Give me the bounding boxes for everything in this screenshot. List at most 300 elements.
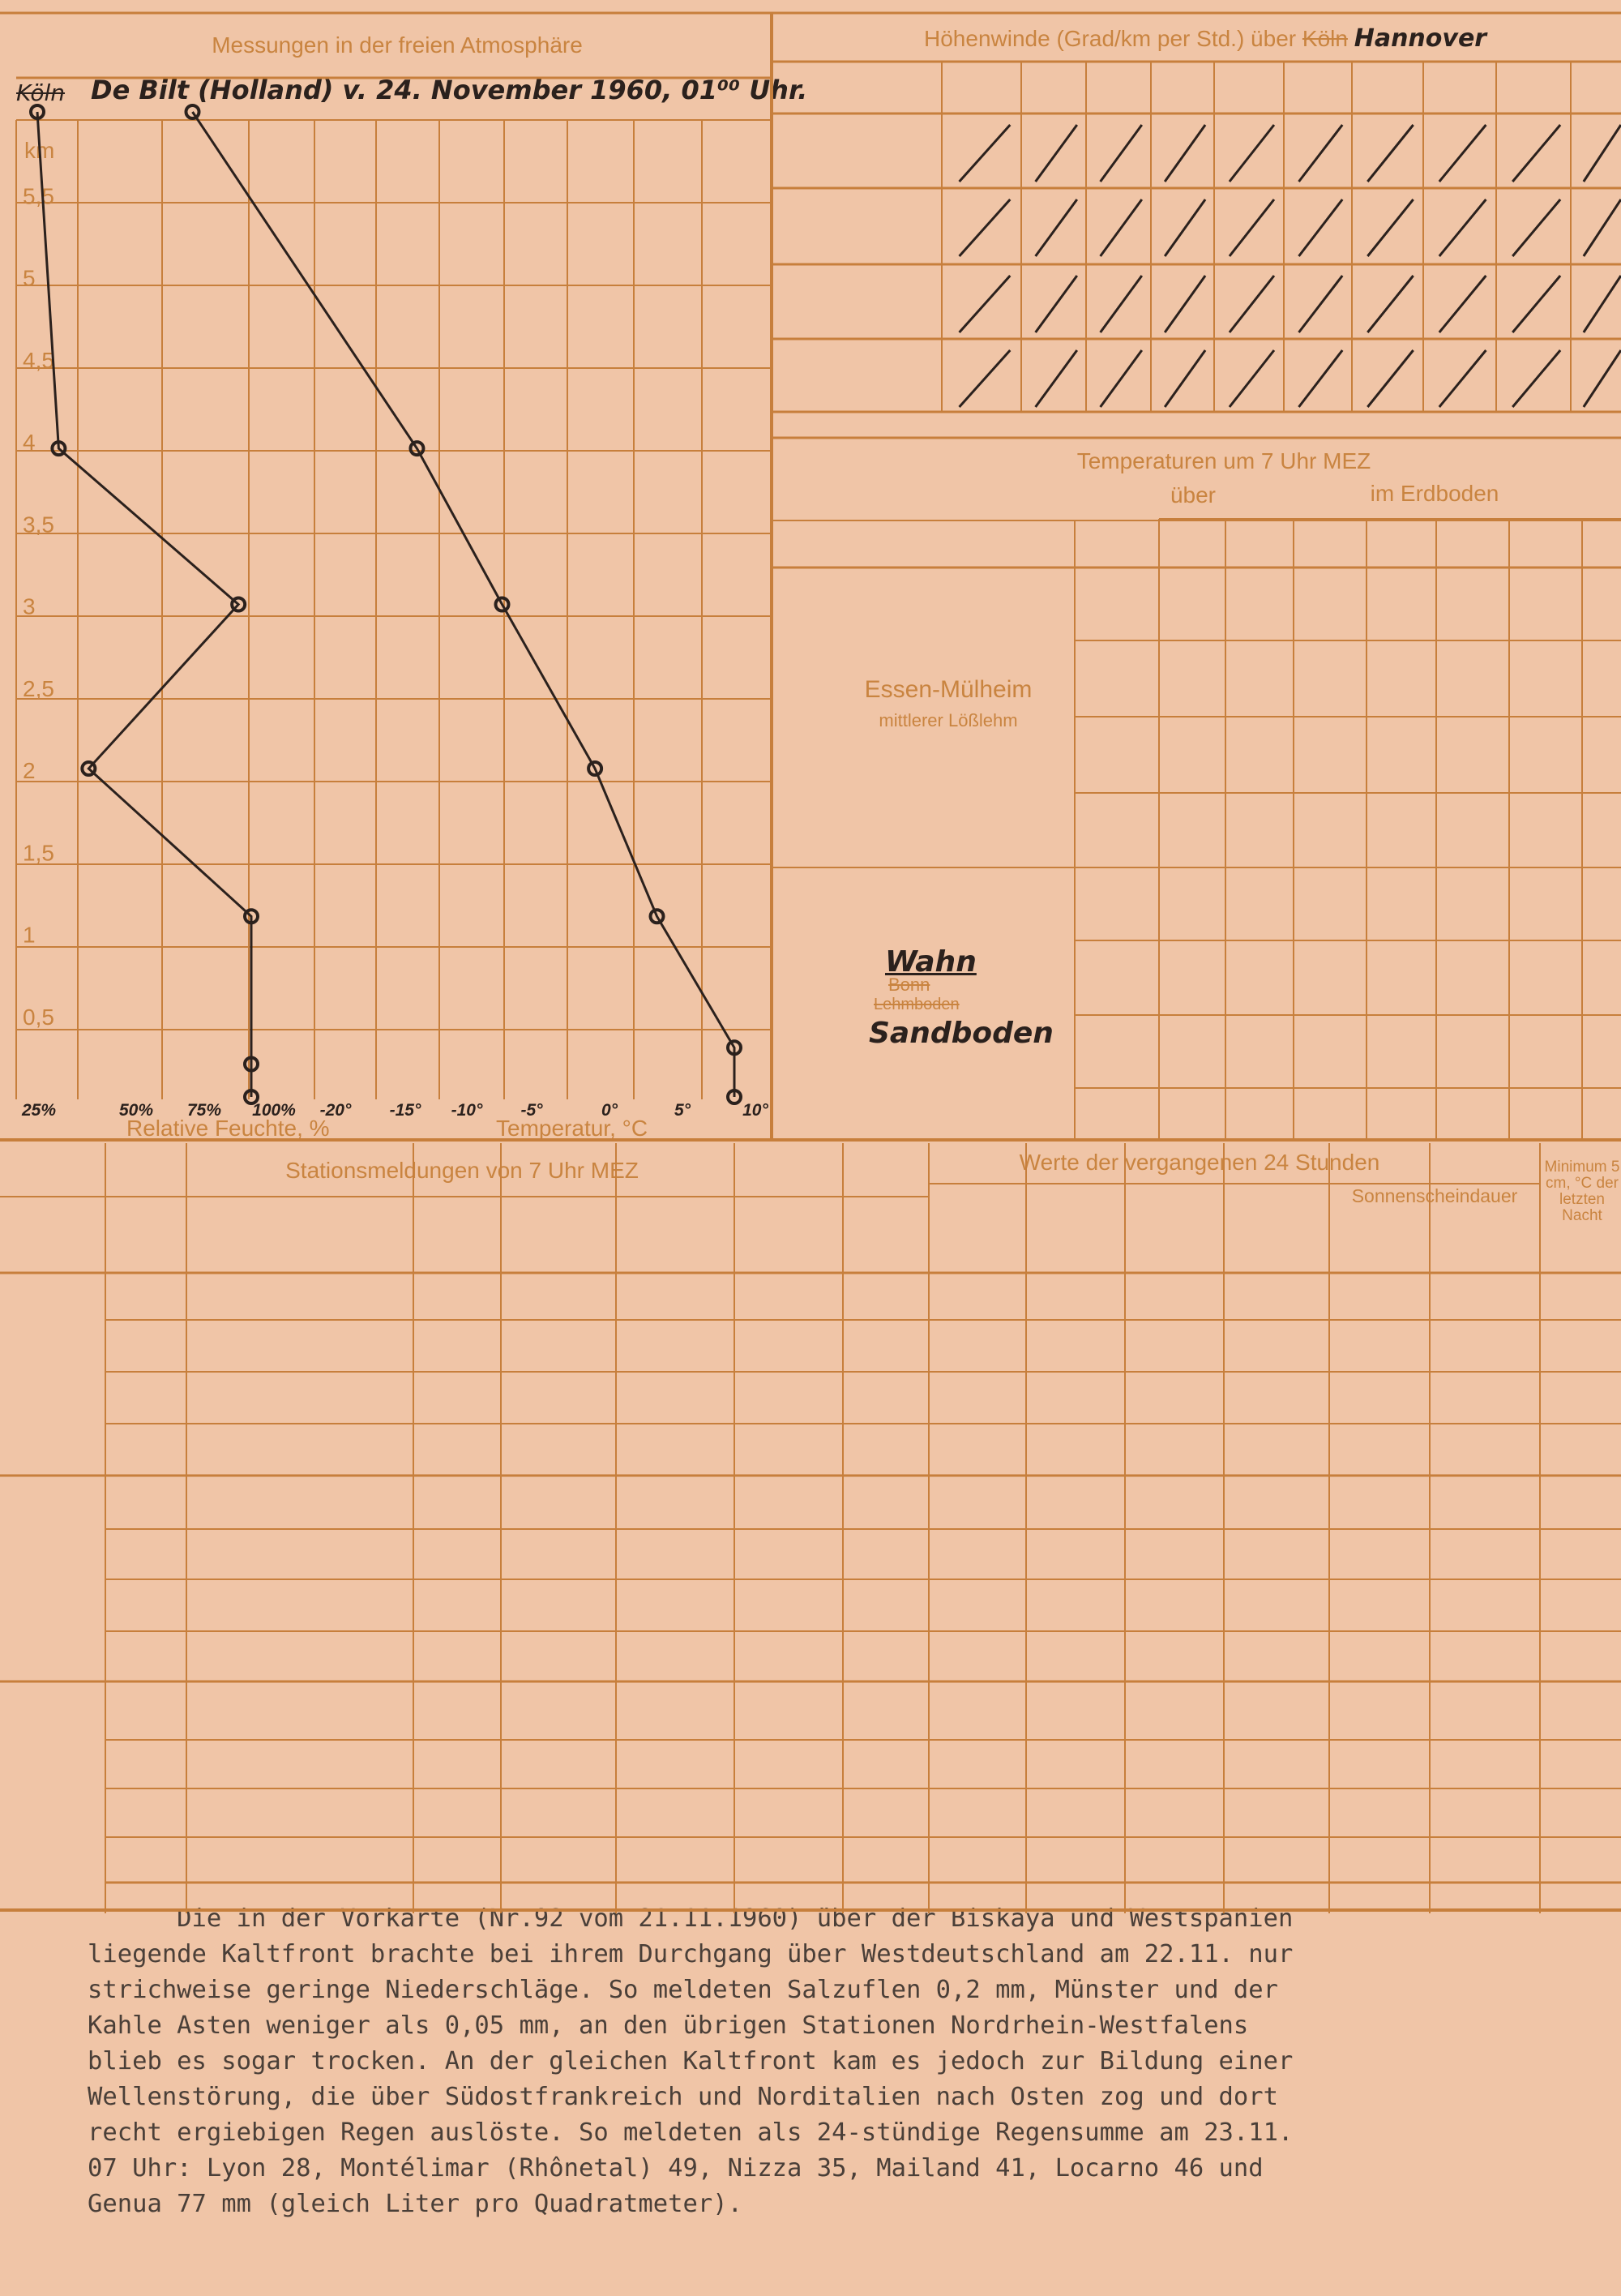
soil-value	[1582, 717, 1621, 793]
station-cell	[929, 1740, 1026, 1788]
wind-slash-line	[1036, 276, 1077, 332]
commentary-paragraph: Die in der Vorkarte (Nr.92 vom 21.11.1960) über der Biskaya und Westspanien liegende Kaltfront brachte bei ihrem Durchgang über Westdeutschland am 22.11. nur strichweise geringe Niederschläge. So meldeten Salzuflen 0,2 mm, Münster und der Kahle Asten weniger als 0,05 mm, an den übrigen Stationen Nordrhein-Westfalens blieb es sogar trocken. An der gleichen Kaltfront kam es jedoch zur Bildung einer Wellenstörung, die über Südostfrankreich und Norditalien nach Osten zog und dort recht ergiebigen Regen auslöste. So meldeten als 24-stündige Regensumme am 23.11. 07 Uhr: Lyon 28, Montélimar (Rhônetal) 49, Nizza 35, Mailand 41, Locarno 46 und Genua 77 mm (gleich Liter pro Quadratmeter).	[88, 1904, 1294, 2218]
station-cell	[1026, 1740, 1125, 1788]
wind-slash	[1496, 339, 1571, 413]
wind-slash-line	[1101, 125, 1142, 182]
station-cell	[105, 1740, 186, 1788]
station-cell	[1224, 1631, 1329, 1681]
station-cell	[734, 1788, 843, 1837]
y-tick-label: 0,5	[23, 1004, 54, 1030]
winds-title-city: Hannover	[1354, 24, 1487, 53]
station-cell	[1026, 1424, 1125, 1476]
station-cell	[616, 1788, 734, 1837]
station-cell	[1026, 1476, 1125, 1529]
soil-value	[1509, 568, 1582, 640]
station-cell	[1125, 1681, 1224, 1740]
station-cell	[105, 1837, 186, 1883]
wind-slash-line	[1101, 276, 1142, 332]
station-cell	[1540, 1788, 1621, 1837]
station-cell	[501, 1631, 616, 1681]
station-cell	[105, 1476, 186, 1529]
wind-slash	[1496, 114, 1571, 188]
station-cell	[1430, 1372, 1540, 1424]
station-cell	[501, 1529, 616, 1579]
wind-slash	[1571, 188, 1621, 263]
station-cell	[1224, 1788, 1329, 1837]
x-tick-label: 0°	[601, 1101, 618, 1120]
station-cell	[1329, 1788, 1430, 1837]
wind-slash	[1571, 339, 1621, 413]
station-cell	[105, 1631, 186, 1681]
soil-row-date	[1075, 867, 1159, 940]
soil-value	[1367, 793, 1436, 867]
stations-title-right: Minimum 5 cm, °C der letzten Nacht	[1544, 1159, 1620, 1224]
station-cell	[929, 1579, 1026, 1631]
station-cell	[616, 1529, 734, 1579]
station-cell	[1540, 1631, 1621, 1681]
atmosphere-chart	[0, 0, 778, 1143]
wind-slash-line	[1367, 276, 1413, 332]
wind-slash-line	[1298, 125, 1342, 182]
soil-value	[1294, 1088, 1367, 1140]
soil-value	[1225, 940, 1294, 1015]
wind-slash-line	[1584, 125, 1621, 182]
wind-slash-line	[1230, 125, 1274, 182]
soil-value	[1582, 1088, 1621, 1140]
station-cell	[501, 1273, 616, 1320]
wind-slash	[1284, 188, 1352, 263]
wind-slash	[1352, 264, 1423, 339]
station-cell	[734, 1740, 843, 1788]
wind-slash-line	[1230, 276, 1274, 332]
station-cell	[413, 1424, 501, 1476]
wind-slash	[1284, 114, 1352, 188]
soil-value	[1159, 867, 1225, 940]
station-cell	[929, 1631, 1026, 1681]
x-tick-label: 5°	[674, 1101, 691, 1120]
y-tick-label: 3	[23, 593, 36, 619]
station-cell	[1329, 1681, 1430, 1740]
station-cell	[105, 1529, 186, 1579]
series-line	[37, 112, 251, 1097]
stations-title-mid: Werte der vergangenen 24 Stunden	[1019, 1150, 1380, 1175]
wind-slash	[1086, 264, 1151, 339]
wind-slash-line	[1230, 199, 1274, 256]
wind-slash	[1151, 339, 1214, 413]
wind-slash	[1352, 188, 1423, 263]
station-cell	[203, 1681, 413, 1740]
station-cell	[203, 1631, 413, 1681]
wind-slash	[1284, 264, 1352, 339]
station-cell	[1026, 1681, 1125, 1740]
wind-slash-line	[1512, 199, 1560, 256]
soil-value	[1367, 717, 1436, 793]
station-cell	[734, 1320, 843, 1372]
station-cell	[1026, 1320, 1125, 1372]
soil-value	[1367, 940, 1436, 1015]
station-cell	[1430, 1788, 1540, 1837]
wind-slash	[942, 188, 1021, 263]
y-tick-label: 3,5	[23, 512, 54, 538]
station-cell	[413, 1837, 501, 1883]
station-cell	[1329, 1529, 1430, 1579]
soil-row-date	[1075, 940, 1159, 1015]
station-cell	[413, 1273, 501, 1320]
wind-slash-line	[1036, 125, 1077, 182]
soil-value	[1582, 867, 1621, 940]
wind-slash	[1214, 114, 1284, 188]
station-cell	[616, 1372, 734, 1424]
station-cell	[501, 1476, 616, 1529]
station-cell	[413, 1631, 501, 1681]
y-tick-label: 5,5	[23, 183, 54, 209]
station-cell	[1329, 1476, 1430, 1529]
wind-slash-line	[1439, 350, 1486, 407]
wind-slash	[1151, 188, 1214, 263]
soil-value	[1509, 1088, 1582, 1140]
station-cell	[1125, 1320, 1224, 1372]
station-cell	[413, 1579, 501, 1631]
wind-slash	[1021, 264, 1086, 339]
station-cell	[1329, 1631, 1430, 1681]
station-cell	[203, 1476, 413, 1529]
station-cell	[413, 1681, 501, 1740]
station-cell	[1540, 1424, 1621, 1476]
atmo-station: De Bilt (Holland) v. 24. November 1960, 01⁰⁰ Uhr.	[91, 75, 808, 105]
station-cell	[1430, 1681, 1540, 1740]
soil-station1-sub: mittlerer Lößlehm	[879, 710, 1018, 730]
x-tick-label: -10°	[451, 1101, 483, 1120]
soil-value	[1159, 1015, 1225, 1088]
station-cell	[413, 1740, 501, 1788]
soil-over: über	[1170, 482, 1217, 508]
wind-slash-line	[1439, 125, 1486, 182]
station-cell	[843, 1320, 929, 1372]
station-cell	[203, 1372, 413, 1424]
station-cell	[1224, 1424, 1329, 1476]
soil-value	[1509, 940, 1582, 1015]
y-tick-label: 5	[23, 265, 36, 291]
soil-value	[1294, 640, 1367, 717]
soil-value	[1367, 1015, 1436, 1088]
wind-slash-line	[960, 199, 1011, 256]
station-cell	[1540, 1273, 1621, 1320]
soil-value	[1436, 1015, 1509, 1088]
wind-slash-line	[1101, 199, 1142, 256]
wind-slash-line	[960, 125, 1011, 182]
soil-value	[1367, 1088, 1436, 1140]
station-cell	[1224, 1529, 1329, 1579]
station-cell	[1540, 1681, 1621, 1740]
soil-value	[1294, 568, 1367, 640]
x-tick-label: -15°	[389, 1101, 421, 1120]
station-cell	[1026, 1372, 1125, 1424]
station-cell	[1125, 1579, 1224, 1631]
station-cell	[843, 1579, 929, 1631]
station-cell	[843, 1740, 929, 1788]
soil-value	[1367, 867, 1436, 940]
wind-slash-line	[960, 350, 1011, 407]
wind-slash	[1571, 264, 1621, 339]
soil-value	[1225, 793, 1294, 867]
soil-value	[1367, 568, 1436, 640]
soil-station1: Essen-Mülheim	[864, 676, 1033, 703]
station-cell	[1540, 1320, 1621, 1372]
wind-slash-line	[1165, 276, 1205, 332]
station-cell	[734, 1579, 843, 1631]
wind-slash-line	[1101, 350, 1142, 407]
station-cell	[1125, 1372, 1224, 1424]
station-cell	[105, 1788, 186, 1837]
station-cell	[616, 1681, 734, 1740]
station-cell	[1026, 1788, 1125, 1837]
station-cell	[501, 1372, 616, 1424]
wind-slash	[1571, 114, 1621, 188]
wind-slash	[1151, 264, 1214, 339]
x-tick-label: 50%	[118, 1101, 154, 1120]
soil-value	[1159, 940, 1225, 1015]
km-label: km	[24, 138, 55, 163]
y-tick-label: 4,5	[23, 347, 54, 373]
station-cell	[616, 1837, 734, 1883]
station-cell	[203, 1529, 413, 1579]
wind-slash	[1214, 264, 1284, 339]
soil-value	[1225, 1015, 1294, 1088]
station-cell	[1430, 1476, 1540, 1529]
wind-slash	[1214, 188, 1284, 263]
x-tick-label: 25%	[21, 1101, 57, 1120]
station-cell	[1430, 1424, 1540, 1476]
wind-slash	[942, 264, 1021, 339]
station-cell	[929, 1681, 1026, 1740]
station-cell	[203, 1740, 413, 1788]
soil-row-date	[1075, 1015, 1159, 1088]
soil-value	[1294, 940, 1367, 1015]
station-cell	[929, 1372, 1026, 1424]
station-cell	[1430, 1320, 1540, 1372]
station-cell	[413, 1529, 501, 1579]
wind-slash-line	[1298, 276, 1342, 332]
station-cell	[1026, 1631, 1125, 1681]
wind-slash	[942, 339, 1021, 413]
station-cell	[843, 1788, 929, 1837]
wind-slash	[1496, 264, 1571, 339]
soil-value	[1582, 940, 1621, 1015]
station-cell	[1224, 1273, 1329, 1320]
station-cell	[1224, 1837, 1329, 1883]
wind-slash-line	[1165, 350, 1205, 407]
x-tick-label: -20°	[319, 1101, 352, 1120]
station-cell	[501, 1424, 616, 1476]
station-cell	[1224, 1476, 1329, 1529]
station-cell	[1125, 1740, 1224, 1788]
station-cell	[1125, 1631, 1224, 1681]
station-cell	[616, 1273, 734, 1320]
wind-slash	[1086, 114, 1151, 188]
wind-slash-line	[1512, 276, 1560, 332]
station-cell	[1125, 1273, 1224, 1320]
soil-row-date	[1075, 793, 1159, 867]
station-cell	[105, 1320, 186, 1372]
station-cell	[843, 1273, 929, 1320]
station-cell	[1540, 1740, 1621, 1788]
station-cell	[1430, 1529, 1540, 1579]
soil-value	[1436, 940, 1509, 1015]
soil-value	[1582, 568, 1621, 640]
soil-value	[1436, 717, 1509, 793]
station-cell	[1430, 1740, 1540, 1788]
atmo-station-crossed: Köln	[16, 79, 66, 106]
station-cell	[203, 1320, 413, 1372]
station-cell	[1540, 1372, 1621, 1424]
station-cell	[105, 1579, 186, 1631]
atmo-title: Messungen in der freien Atmosphäre	[212, 32, 583, 58]
wind-slash-line	[1512, 125, 1560, 182]
x-tick-label: 100%	[252, 1101, 296, 1120]
wind-slash-line	[1367, 350, 1413, 407]
soil-value	[1225, 867, 1294, 940]
station-cell	[1224, 1681, 1329, 1740]
station-cell	[1125, 1788, 1224, 1837]
wind-slash	[1214, 339, 1284, 413]
wind-slash	[1021, 114, 1086, 188]
station-cell	[1329, 1424, 1430, 1476]
wind-slash-line	[1165, 125, 1205, 182]
winds-title	[924, 24, 1486, 53]
station-cell	[1329, 1837, 1430, 1883]
station-cell	[1540, 1579, 1621, 1631]
soil-value	[1367, 640, 1436, 717]
station-cell	[1026, 1529, 1125, 1579]
station-cell	[843, 1681, 929, 1740]
station-cell	[1026, 1837, 1125, 1883]
soil-value	[1159, 717, 1225, 793]
wind-slash	[1352, 339, 1423, 413]
wind-slash	[1021, 188, 1086, 263]
station-cell	[1224, 1579, 1329, 1631]
wind-slash-line	[1230, 350, 1274, 407]
station-cell	[929, 1788, 1026, 1837]
station-cell	[413, 1476, 501, 1529]
wind-slash-line	[1165, 199, 1205, 256]
winds-title-text: Höhenwinde (Grad/km per Std.) über	[924, 26, 1297, 51]
wind-slash	[1284, 339, 1352, 413]
station-cell	[734, 1529, 843, 1579]
wind-slash-line	[1512, 350, 1560, 407]
soil-value	[1509, 1015, 1582, 1088]
soil-value	[1159, 1088, 1225, 1140]
station-cell	[203, 1788, 413, 1837]
station-cell	[616, 1424, 734, 1476]
wind-slash	[1423, 114, 1496, 188]
sun-header: Sonnenscheindauer	[1351, 1185, 1518, 1206]
station-cell	[929, 1273, 1026, 1320]
wind-slash-line	[1439, 199, 1486, 256]
station-cell	[203, 1424, 413, 1476]
soil-value	[1509, 867, 1582, 940]
soil-title: Temperaturen um 7 Uhr MEZ	[1076, 448, 1371, 473]
station-cell	[413, 1372, 501, 1424]
wind-slash-line	[960, 276, 1011, 332]
soil-value	[1436, 1088, 1509, 1140]
station-cell	[1540, 1837, 1621, 1883]
xlabel-rh: Relative Feuchte, %	[126, 1116, 330, 1141]
wind-slash-line	[1439, 276, 1486, 332]
soil-value	[1159, 793, 1225, 867]
station-cell	[843, 1631, 929, 1681]
wind-slash-line	[1367, 199, 1413, 256]
soil-value	[1225, 640, 1294, 717]
soil-station2-crossed2: Lehmboden	[874, 996, 960, 1013]
station-cell	[501, 1681, 616, 1740]
y-tick-label: 2,5	[23, 675, 54, 701]
station-cell	[929, 1837, 1026, 1883]
station-cell	[843, 1476, 929, 1529]
soil-value	[1225, 1088, 1294, 1140]
x-tick-label: 10°	[742, 1101, 768, 1120]
wind-slash	[942, 114, 1021, 188]
station-cell	[616, 1579, 734, 1631]
station-cell	[1026, 1579, 1125, 1631]
x-tick-label: -5°	[520, 1101, 543, 1120]
station-cell	[105, 1372, 186, 1424]
wind-slash-line	[1584, 199, 1621, 256]
station-cell	[843, 1372, 929, 1424]
soil-value	[1436, 867, 1509, 940]
y-tick-label: 1,5	[23, 840, 54, 866]
soil-row-date	[1075, 1088, 1159, 1140]
soil-value	[1436, 793, 1509, 867]
wind-slash	[1423, 264, 1496, 339]
station-cell	[734, 1476, 843, 1529]
station-cell	[843, 1424, 929, 1476]
station-cell	[616, 1476, 734, 1529]
station-cell	[105, 1273, 186, 1320]
station-cell	[1540, 1529, 1621, 1579]
station-cell	[1430, 1579, 1540, 1631]
wind-slash	[1496, 188, 1571, 263]
series-line	[193, 112, 735, 1097]
station-cell	[203, 1579, 413, 1631]
wind-slash-line	[1036, 350, 1077, 407]
station-cell	[1329, 1273, 1430, 1320]
station-cell	[1540, 1476, 1621, 1529]
station-cell	[734, 1424, 843, 1476]
soil-value	[1582, 1015, 1621, 1088]
soil-value	[1294, 793, 1367, 867]
station-cell	[616, 1740, 734, 1788]
soil-value	[1509, 717, 1582, 793]
soil-station2: Wahn	[885, 945, 977, 979]
station-cell	[1329, 1579, 1430, 1631]
soil-value	[1582, 793, 1621, 867]
wind-slash	[1423, 188, 1496, 263]
wind-slash	[1086, 188, 1151, 263]
y-tick-label: 4	[23, 430, 36, 455]
soil-value	[1294, 867, 1367, 940]
station-cell	[1224, 1372, 1329, 1424]
station-cell	[203, 1273, 413, 1320]
station-cell	[1430, 1837, 1540, 1883]
wind-slash-line	[1298, 199, 1342, 256]
wind-slash	[1352, 114, 1423, 188]
station-cell	[929, 1320, 1026, 1372]
soil-station2-crossed1: Bonn	[888, 975, 930, 995]
station-cell	[413, 1320, 501, 1372]
station-cell	[501, 1837, 616, 1883]
station-cell	[929, 1529, 1026, 1579]
station-cell	[501, 1740, 616, 1788]
